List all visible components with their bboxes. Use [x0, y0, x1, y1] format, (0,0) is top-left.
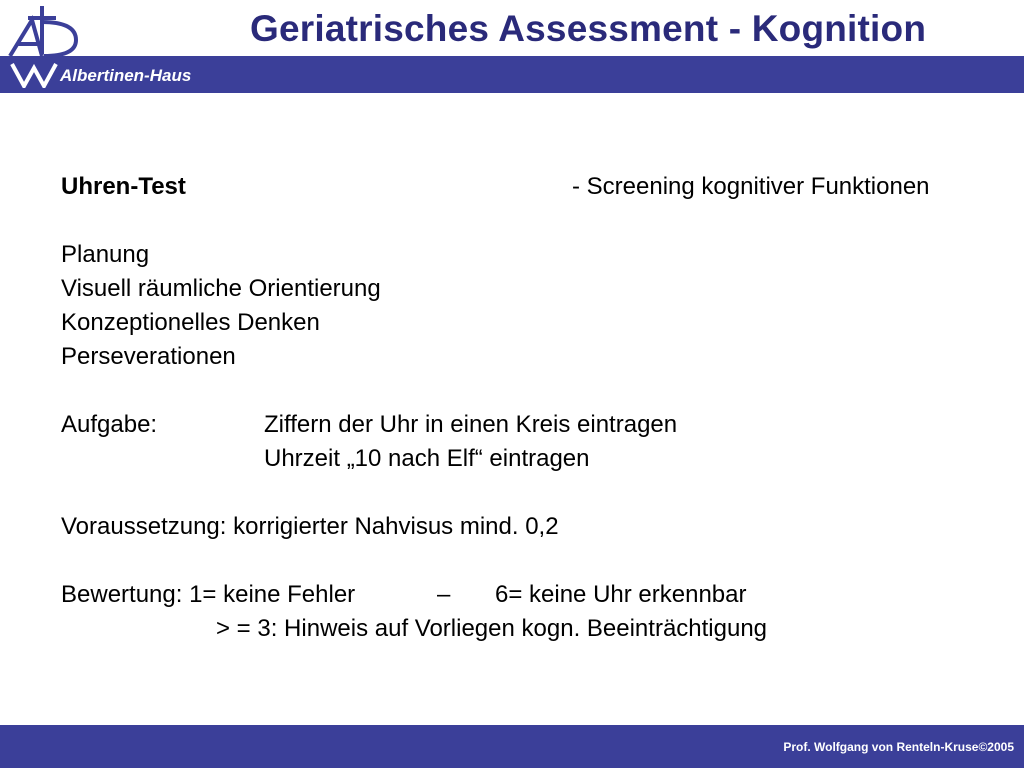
slide-body	[61, 170, 1011, 646]
heading-note: - Screening kognitiver Funktionen	[572, 173, 930, 200]
heading-row	[61, 170, 1011, 204]
page-title: Geriatrisches Assessment - Kognition	[250, 8, 927, 49]
aufgabe-row	[61, 408, 1011, 442]
aufgabe-line: Uhrzeit „10 nach Elf“ eintragen	[264, 445, 590, 472]
aufgabe-row	[61, 442, 1011, 476]
bewertung-dash: –	[437, 581, 451, 608]
list-item: Perseverationen	[61, 343, 236, 370]
footer	[0, 725, 1024, 768]
list-item: Planung	[61, 241, 150, 268]
aufgabe-line: Ziffern der Uhr in einen Kreis eintragen	[264, 411, 678, 438]
list-item: Visuell räumliche Orientierung	[61, 275, 381, 302]
bewertung-label: Bewertung: 1= keine Fehler	[61, 581, 356, 608]
heading: Uhren-Test	[61, 173, 186, 200]
bewertung-note: > = 3: Hinweis auf Vorliegen kogn. Beeinträchtigung	[216, 615, 768, 642]
bewertung-row	[61, 578, 1011, 612]
voraussetzung: Voraussetzung: korrigierter Nahvisus mind. 0,2	[61, 513, 559, 540]
bewertung-end: 6= keine Uhr erkennbar	[495, 581, 747, 608]
header	[0, 0, 1024, 93]
logo-name: Albertinen-Haus	[60, 66, 192, 85]
footer-credit: Prof. Wolfgang von Renteln-Kruse©2005	[783, 740, 1014, 754]
aufgabe-label: Aufgabe:	[61, 411, 158, 438]
list-item: Konzeptionelles Denken	[61, 309, 320, 336]
bewertung-row	[61, 612, 1011, 646]
